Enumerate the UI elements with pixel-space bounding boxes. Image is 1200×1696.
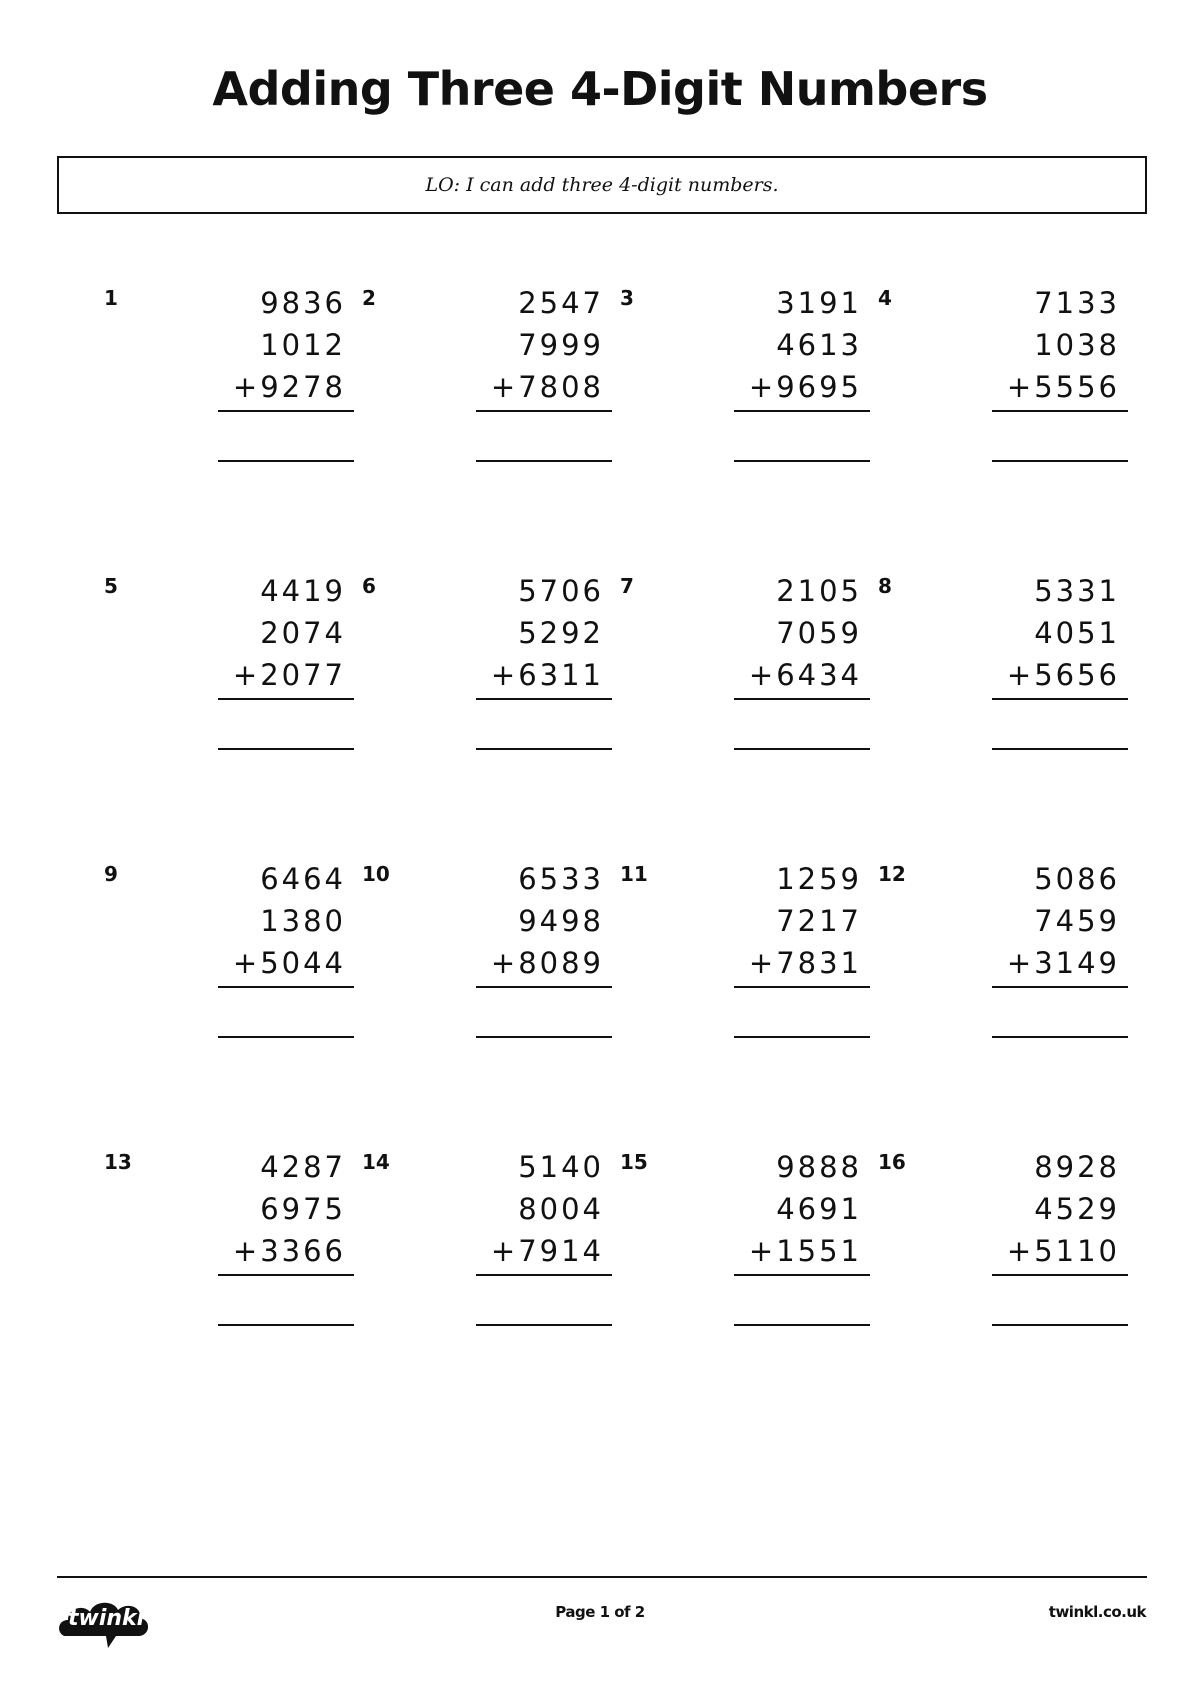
addend-1: 9836 (260, 286, 346, 320)
addend-3: +7808 (490, 370, 604, 404)
problem-number: 2 (362, 286, 376, 310)
problem (878, 1150, 1128, 1350)
footer-divider (57, 1576, 1147, 1578)
problem-number: 14 (362, 1150, 390, 1174)
problem-number: 1 (104, 286, 118, 310)
addend-3: +5110 (1006, 1234, 1120, 1268)
answer-line[interactable] (218, 460, 354, 462)
sum-line (734, 986, 870, 988)
problem (362, 286, 612, 486)
addend-1: 3191 (776, 286, 862, 320)
problem (104, 862, 354, 1062)
addend-1: 2547 (518, 286, 604, 320)
sum-line (734, 698, 870, 700)
addend-3: +6311 (490, 658, 604, 692)
sum-line (476, 1274, 612, 1276)
logo-text: twinkl (68, 1606, 145, 1631)
addend-2: 1038 (1034, 328, 1120, 362)
addend-1: 8928 (1034, 1150, 1120, 1184)
problem-number: 5 (104, 574, 118, 598)
twinkl-logo (56, 1592, 152, 1650)
addend-2: 1012 (260, 328, 346, 362)
problem (104, 574, 354, 774)
problem-number: 15 (620, 1150, 648, 1174)
addend-3: +5556 (1006, 370, 1120, 404)
addend-1: 6464 (260, 862, 346, 896)
addend-2: 4529 (1034, 1192, 1120, 1226)
addend-2: 4051 (1034, 616, 1120, 650)
addend-1: 5140 (518, 1150, 604, 1184)
addend-1: 9888 (776, 1150, 862, 1184)
answer-line[interactable] (476, 1036, 612, 1038)
addend-2: 2074 (260, 616, 346, 650)
addend-2: 7459 (1034, 904, 1120, 938)
addend-3: +6434 (748, 658, 862, 692)
problem (362, 574, 612, 774)
addend-2: 7059 (776, 616, 862, 650)
problem-number: 16 (878, 1150, 906, 1174)
sum-line (734, 1274, 870, 1276)
addend-2: 9498 (518, 904, 604, 938)
problem-number: 6 (362, 574, 376, 598)
sum-line (734, 410, 870, 412)
addend-2: 5292 (518, 616, 604, 650)
problem-number: 9 (104, 862, 118, 886)
answer-line[interactable] (476, 748, 612, 750)
sum-line (218, 410, 354, 412)
addend-3: +9278 (232, 370, 346, 404)
addend-1: 5331 (1034, 574, 1120, 608)
problem (104, 286, 354, 486)
answer-line[interactable] (992, 1324, 1128, 1326)
answer-line[interactable] (218, 748, 354, 750)
addend-3: +7914 (490, 1234, 604, 1268)
sum-line (218, 1274, 354, 1276)
sum-line (992, 410, 1128, 412)
addend-2: 6975 (260, 1192, 346, 1226)
problem (878, 286, 1128, 486)
sum-line (992, 1274, 1128, 1276)
addend-2: 8004 (518, 1192, 604, 1226)
answer-line[interactable] (218, 1324, 354, 1326)
answer-line[interactable] (734, 748, 870, 750)
addend-3: +8089 (490, 946, 604, 980)
sum-line (476, 986, 612, 988)
addend-1: 2105 (776, 574, 862, 608)
addend-1: 6533 (518, 862, 604, 896)
problem (104, 1150, 354, 1350)
sum-line (476, 698, 612, 700)
addend-1: 1259 (776, 862, 862, 896)
answer-line[interactable] (992, 460, 1128, 462)
addend-3: +7831 (748, 946, 862, 980)
addend-2: 4691 (776, 1192, 862, 1226)
addend-2: 1380 (260, 904, 346, 938)
problem (362, 1150, 612, 1350)
problem-number: 12 (878, 862, 906, 886)
addend-2: 4613 (776, 328, 862, 362)
addend-1: 5706 (518, 574, 604, 608)
addend-3: +5044 (232, 946, 346, 980)
problem-number: 7 (620, 574, 634, 598)
problem-number: 4 (878, 286, 892, 310)
answer-line[interactable] (992, 748, 1128, 750)
addend-2: 7217 (776, 904, 862, 938)
problem (620, 1150, 870, 1350)
problem-number: 11 (620, 862, 648, 886)
answer-line[interactable] (218, 1036, 354, 1038)
addend-3: +1551 (748, 1234, 862, 1268)
addend-3: +3366 (232, 1234, 346, 1268)
sum-line (992, 986, 1128, 988)
sum-line (218, 698, 354, 700)
addend-1: 5086 (1034, 862, 1120, 896)
addend-1: 4287 (260, 1150, 346, 1184)
problem-number: 10 (362, 862, 390, 886)
answer-line[interactable] (734, 1036, 870, 1038)
answer-line[interactable] (734, 460, 870, 462)
answer-line[interactable] (992, 1036, 1128, 1038)
addend-3: +9695 (748, 370, 862, 404)
sum-line (218, 986, 354, 988)
addend-1: 4419 (260, 574, 346, 608)
problem (620, 862, 870, 1062)
answer-line[interactable] (476, 1324, 612, 1326)
answer-line[interactable] (476, 460, 612, 462)
page-title: Adding Three 4-Digit Numbers (212, 62, 988, 116)
problem (620, 286, 870, 486)
addend-2: 7999 (518, 328, 604, 362)
sum-line (476, 410, 612, 412)
page-number: Page 1 of 2 (555, 1603, 645, 1621)
problem-number: 3 (620, 286, 634, 310)
addend-3: +2077 (232, 658, 346, 692)
learning-objective-box: LO: I can add three 4-digit numbers. (57, 156, 1147, 214)
problem (878, 574, 1128, 774)
addend-3: +5656 (1006, 658, 1120, 692)
answer-line[interactable] (734, 1324, 870, 1326)
sum-line (992, 698, 1128, 700)
addend-1: 7133 (1034, 286, 1120, 320)
problem-number: 8 (878, 574, 892, 598)
problem (362, 862, 612, 1062)
problem (620, 574, 870, 774)
problem (878, 862, 1128, 1062)
addend-3: +3149 (1006, 946, 1120, 980)
problem-number: 13 (104, 1150, 132, 1174)
site-url[interactable]: twinkl.co.uk (1048, 1603, 1146, 1621)
